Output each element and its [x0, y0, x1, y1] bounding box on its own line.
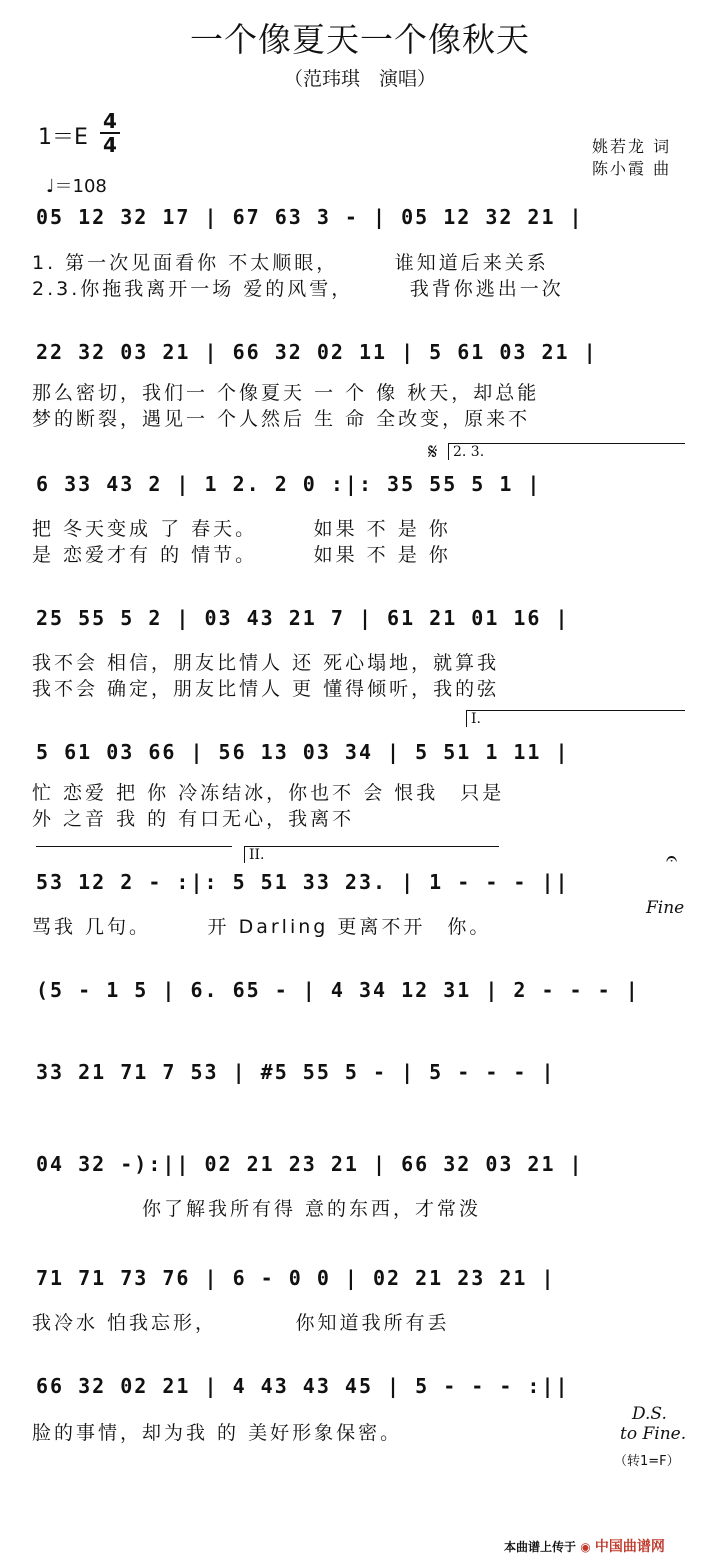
volta-2: II.: [244, 846, 499, 863]
composer-credit: 陈小霞 曲: [592, 159, 672, 178]
footer-credit: [504, 1536, 665, 1556]
notation-line-8: 33 21 71 7 53 | #5 55 5 - | 5 - - - |: [36, 1060, 556, 1084]
lyric-line-3b: 是 恋爱才有 的 情节。 如果 不 是 你: [32, 544, 451, 566]
lyric-line-4a: 我不会 相信，朋友比情人 还 死心塌地，就算我: [32, 652, 500, 674]
ds-mark: D.S.: [632, 1404, 667, 1424]
quarter-note-icon: ♩: [46, 176, 55, 197]
lyric-line-2a: 那么密切，我们一 个像夏天 一 个 像 秋天，却总能: [32, 382, 540, 404]
notation-line-3: 6 33 43 2 | 1 2. 2 0 :|: 35 55 5 1 |: [36, 472, 542, 496]
lyric-line-5b: 外 之音 我 的 有口无心，我离不: [32, 808, 355, 830]
notation-line-5: 5 61 03 66 | 56 13 03 34 | 5 51 1 11 |: [36, 740, 570, 764]
footer-brand: 中国曲谱网: [594, 1539, 665, 1555]
notation-line-7: (5 - 1 5 | 6. 65 - | 4 34 12 31 | 2 - - - |: [36, 978, 640, 1002]
notation-line-4: 25 55 5 2 | 03 43 21 7 | 61 21 01 16 |: [36, 606, 570, 630]
fine-mark: Fine: [646, 898, 685, 918]
lyric-line-2b: 梦的断裂，遇见一 个人然后 生 命 全改变，原来不: [32, 408, 531, 430]
volta-1-continuation: [36, 846, 232, 847]
time-signature: [100, 110, 120, 156]
segno-sign: 𝄋: [428, 440, 438, 465]
time-signature-bottom: 4: [103, 133, 117, 157]
volta-2-3: 2. 3.: [448, 443, 685, 460]
lyric-line-3a: 把 冬天变成 了 春天。 如果 不 是 你: [32, 518, 451, 540]
footer-logo-icon: ◉: [580, 1540, 591, 1554]
notation-line-6: 53 12 2 - :|: 5 51 33 23. | 1 - - - ||: [36, 870, 570, 894]
footer-text: 本曲谱上传于: [504, 1540, 577, 1554]
notation-line-1: 05 12 32 17 | 67 63 3 - | 05 12 32 21 |: [36, 205, 584, 229]
lyric-line-5a: 忙 恋爱 把 你 冷冻结冰，你也不 会 恨我 只是: [32, 782, 505, 804]
fermata-icon: 𝄐: [666, 846, 678, 870]
notation-line-9: 04 32 -):|| 02 21 23 21 | 66 32 03 21 |: [36, 1152, 584, 1176]
modulation-note: （转1=F）: [614, 1454, 680, 1469]
lyric-line-1b: 2.3.你拖我离开一场 爱的风雪， 我背你逃出一次: [32, 278, 564, 300]
song-title: 一个像夏天一个像秋天: [190, 20, 530, 59]
key-signature: 1＝E: [38, 125, 88, 150]
notation-line-2: 22 32 03 21 | 66 32 02 11 | 5 61 03 21 |: [36, 340, 598, 364]
time-signature-top: 4: [103, 109, 117, 133]
lyric-line-4b: 我不会 确定，朋友比情人 更 懂得倾听，我的弦: [32, 678, 500, 700]
notation-line-10: 71 71 73 76 | 6 - 0 0 | 02 21 23 21 |: [36, 1266, 556, 1290]
notation-line-11: 66 32 02 21 | 4 43 43 45 | 5 - - - :||: [36, 1374, 570, 1398]
to-fine-mark: to Fine.: [620, 1424, 687, 1444]
singer-credit: （范玮琪 演唱）: [283, 68, 436, 90]
lyric-line-10: 我冷水 怕我忘形， 你知道我所有丢: [32, 1312, 450, 1334]
volta-1: I.: [466, 710, 685, 727]
tempo-mark: [46, 172, 107, 198]
lyric-line-1a: 1. 第一次见面看你 不太顺眼， 谁知道后来关系: [32, 252, 549, 274]
tempo-value: ＝108: [54, 176, 107, 197]
lyric-line-11: 脸的事情，却为我 的 美好形象保密。: [32, 1422, 403, 1444]
lyricist-credit: 姚若龙 词: [592, 137, 672, 156]
lyric-line-6: 骂我 几句。 开 Darling 更离不开 你。: [32, 916, 492, 938]
lyric-line-9: 你了解我所有得 意的东西，才常泼: [32, 1198, 482, 1220]
